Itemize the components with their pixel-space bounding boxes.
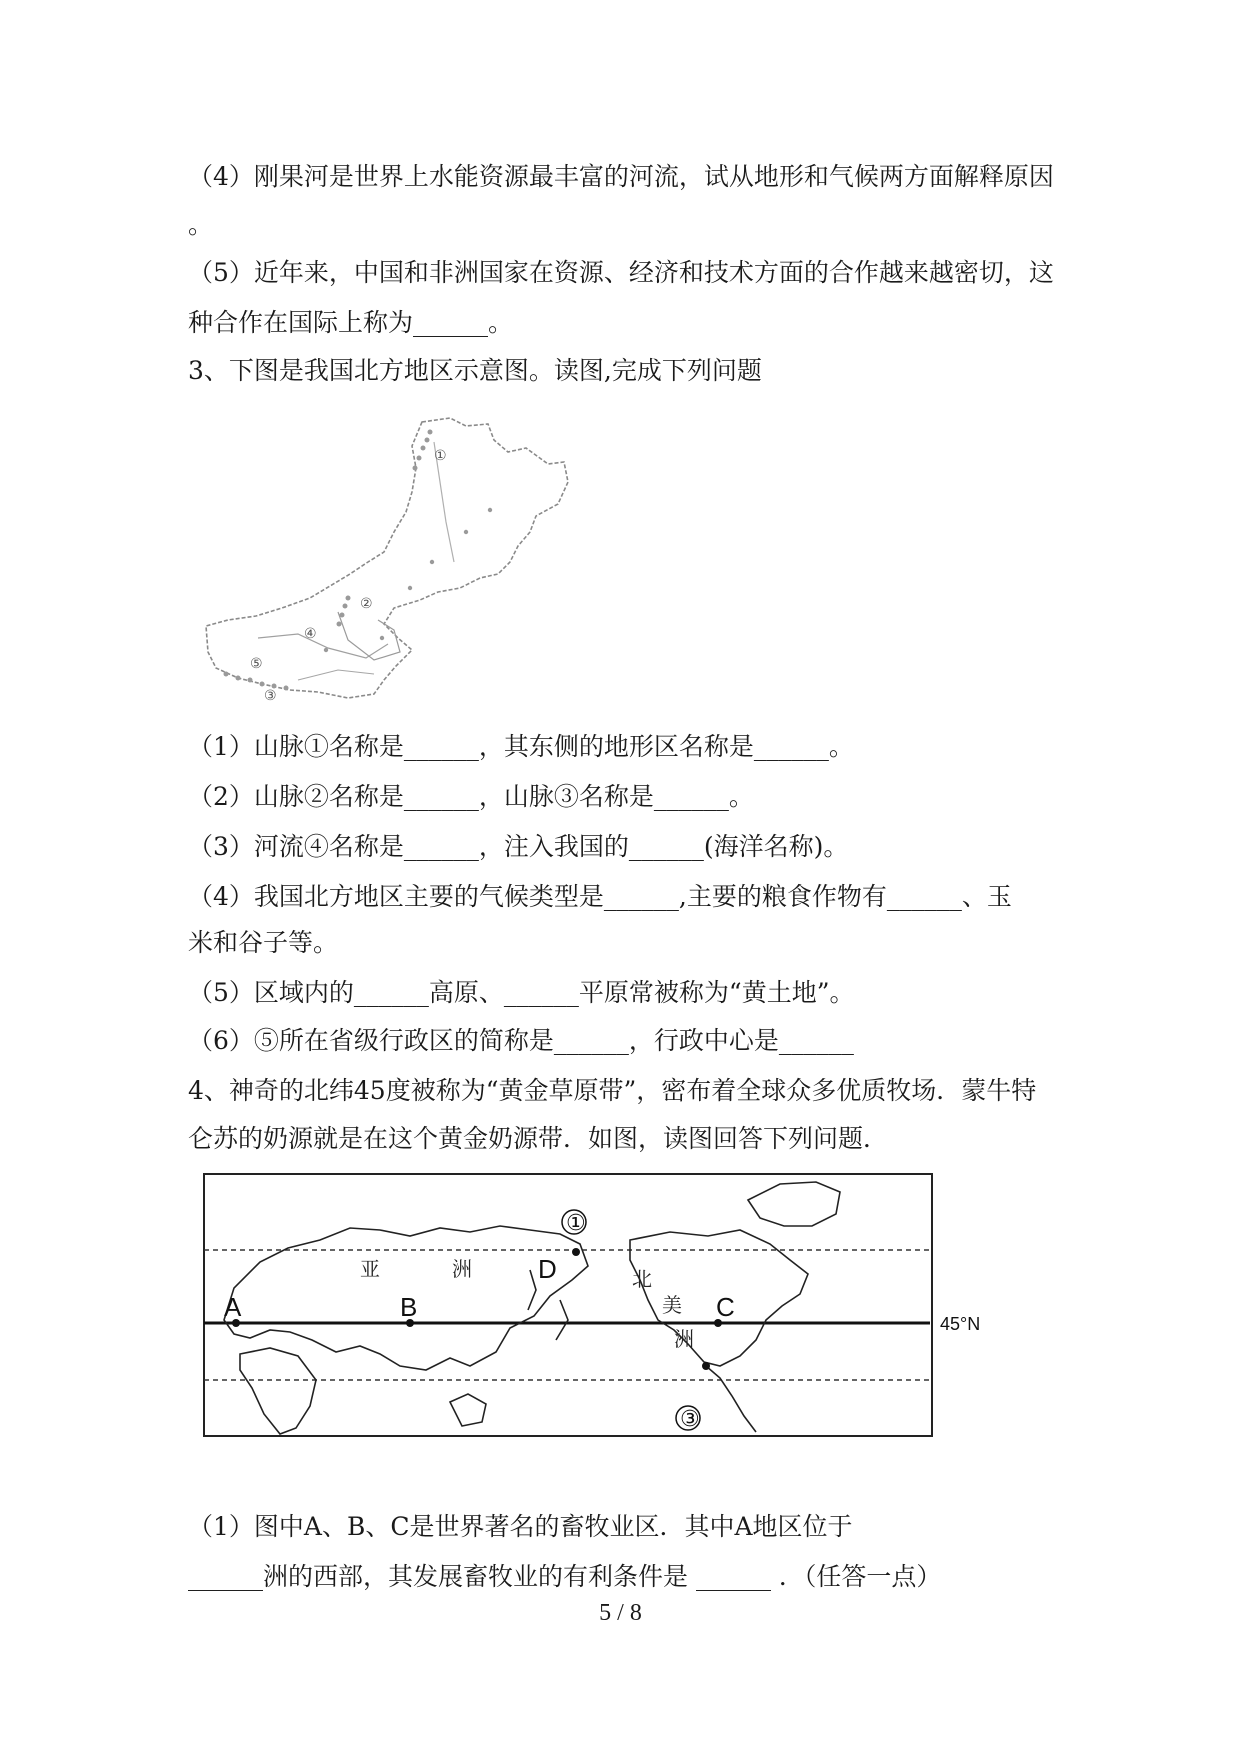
map-label-2: ② [360, 596, 373, 612]
s3-q4-line1: （4）我国北方地区主要的气候类型是______,主要的粮食作物有______、玉 [188, 882, 1012, 911]
s4-title-line2: 仑苏的奶源就是在这个黄金奶源带．如图，读图回答下列问题． [188, 1124, 889, 1153]
asia-label-1: 亚 [360, 1257, 380, 1281]
asia-label-2: 洲 [452, 1257, 472, 1281]
s4-q1-line2: ______洲的西部，其发展畜牧业的有利条件是 ______ ．（任答一点） [188, 1562, 942, 1591]
map-label-3: ③ [264, 688, 277, 704]
s4-title-line1: 4、神奇的北纬45度被称为“黄金草原带”，密布着全球众多优质牧场．蒙牛特 [188, 1076, 1037, 1105]
point-d-label: D [538, 1254, 557, 1284]
lat-label-45n: 45°N [940, 1314, 981, 1334]
na-label-3: 洲 [674, 1327, 694, 1351]
map-label-1: ① [434, 448, 447, 464]
s2-q5-line1: （5）近年来，中国和非洲国家在资源、经济和技术方面的合作越来越密切，这 [188, 258, 1054, 287]
s2-q5-line2: 种合作在国际上称为______。 [188, 308, 514, 337]
s4-q1-line1: （1）图中A、B、C是世界著名的畜牧业区．其中A地区位于 [188, 1512, 853, 1541]
s3-q3: （3）河流④名称是______，注入我国的______(海洋名称)。 [188, 832, 849, 861]
s2-q4-line1: （4）刚果河是世界上水能资源最丰富的河流，试从地形和气候两方面解释原因 [188, 162, 1054, 191]
map-circle-3: ③ [680, 1407, 700, 1432]
point-c-label: C [716, 1292, 735, 1322]
world-map-45n [200, 1170, 1020, 1440]
s3-q5: （5）区域内的______高原、______平原常被称为“黄土地”。 [188, 978, 855, 1007]
s3-q1: （1）山脉①名称是______，其东侧的地形区名称是______。 [188, 732, 854, 761]
map-label-4: ④ [304, 626, 317, 642]
s3-title: 3、下图是我国北方地区示意图。读图,完成下列问题 [188, 356, 762, 385]
s3-q2: （2）山脉②名称是______，山脉③名称是______。 [188, 782, 754, 811]
na-label-2: 美 [662, 1293, 682, 1317]
s2-q4-line2: 。 [188, 210, 214, 239]
map-label-5: ⑤ [250, 656, 263, 672]
map-circle-1: ① [566, 1211, 586, 1236]
point-a-label: A [224, 1292, 242, 1322]
s3-q6: （6）⑤所在省级行政区的简称是______，行政中心是______ [188, 1026, 854, 1055]
s3-q4-line2: 米和谷子等。 [188, 928, 339, 957]
page-number: 5 / 8 [599, 1600, 642, 1626]
north-china-map [198, 412, 583, 707]
point-b-label: B [400, 1292, 418, 1322]
na-label-1: 北 [632, 1267, 652, 1291]
